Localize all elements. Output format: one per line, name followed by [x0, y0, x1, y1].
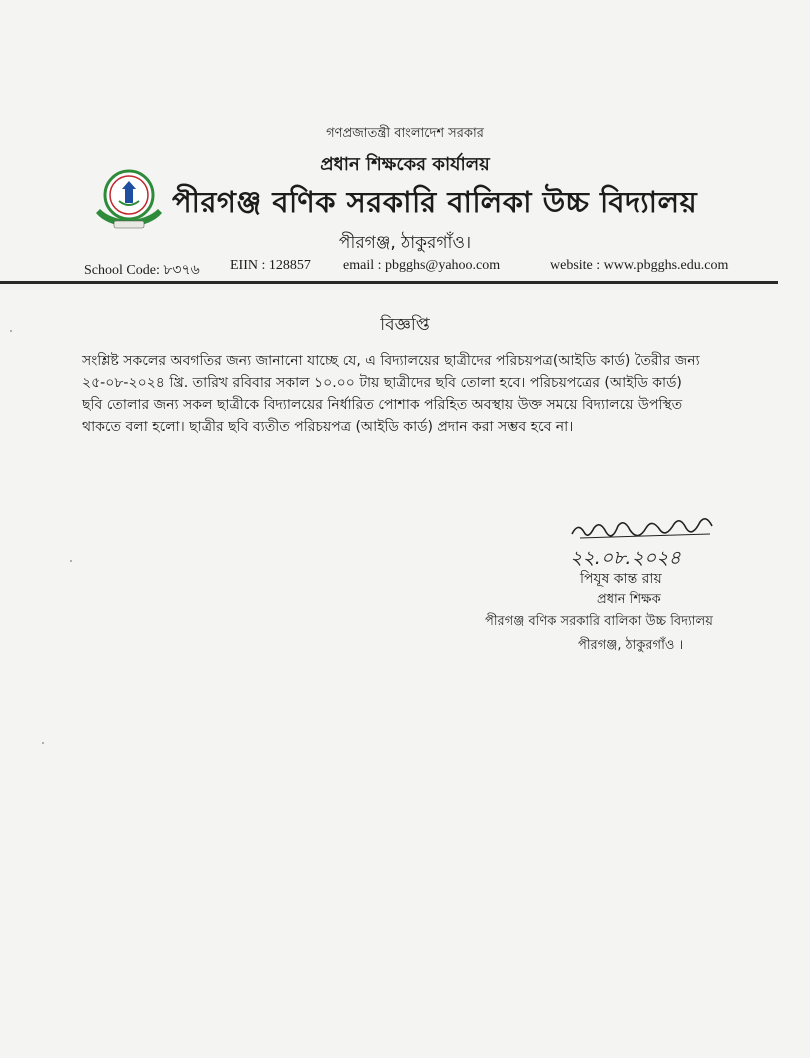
signatory-address: পীরগঞ্জ, ঠাকুরগাঁও ।: [578, 638, 684, 653]
school-code: School Code: ৮৩৭৬: [84, 263, 200, 278]
paper-speck: [42, 742, 44, 744]
school-logo-icon: [92, 163, 166, 235]
office-heading: প্রধান শিক্ষকের কার্যালয়: [320, 154, 490, 175]
signatory-title: প্রধান শিক্ষক: [597, 592, 661, 607]
header-divider: [0, 281, 778, 284]
signatory-school: পীরগঞ্জ বণিক সরকারি বালিকা উচ্চ বিদ্যালয়: [485, 614, 713, 629]
signatory-name: পিযূষ কান্ত রায়: [580, 571, 662, 587]
notice-title: বিজ্ঞপ্তি: [380, 315, 430, 335]
notice-line: থাকতে বলা হলো। ছাত্রীর ছবি ব্যতীত পরিচয়পত্র (আইডি কার্ড) প্রদান করা সম্ভব হবে না।: [82, 419, 574, 435]
school-address: পীরগঞ্জ, ঠাকুরগাঁও।: [338, 233, 472, 253]
email-address: email : pbgghs@yahoo.com: [343, 258, 501, 273]
notice-body: [82, 350, 762, 438]
eiin-number: EIIN : 128857: [230, 258, 311, 273]
school-name: পীরগঞ্জ বণিক সরকারি বালিকা উচ্চ বিদ্যালয়: [172, 185, 698, 219]
signature-date: ২২.০৮.২০২৪: [570, 547, 681, 569]
paper-speck: [10, 330, 12, 332]
notice-line: ২৫-০৮-২০২৪ খ্রি. তারিখ রবিবার সকাল ১০.০০ টায় ছাত্রীদের ছবি তোলা হবে। পরিচয়পত্রের (আইডি কার্ড): [82, 375, 682, 391]
notice-line: সংশ্লিষ্ট সকলের অবগতির জন্য জানানো যাচ্ছে যে, এ বিদ্যালয়ের ছাত্রীদের পরিচয়পত্র(আইডি কার্ড) তৈরীর জন্য: [82, 353, 700, 369]
website-address: website : www.pbgghs.edu.com: [550, 258, 729, 273]
paper-speck: [70, 560, 72, 562]
government-heading: গণপ্রজাতন্ত্রী বাংলাদেশ সরকার: [326, 126, 484, 141]
notice-line: ছবি তোলার জন্য সকল ছাত্রীকে বিদ্যালয়ের নির্ধারিত পোশাক পরিহিত অবস্থায় উক্ত সময়ে বিদ্যালয়ে উপস্থিত: [82, 397, 683, 413]
